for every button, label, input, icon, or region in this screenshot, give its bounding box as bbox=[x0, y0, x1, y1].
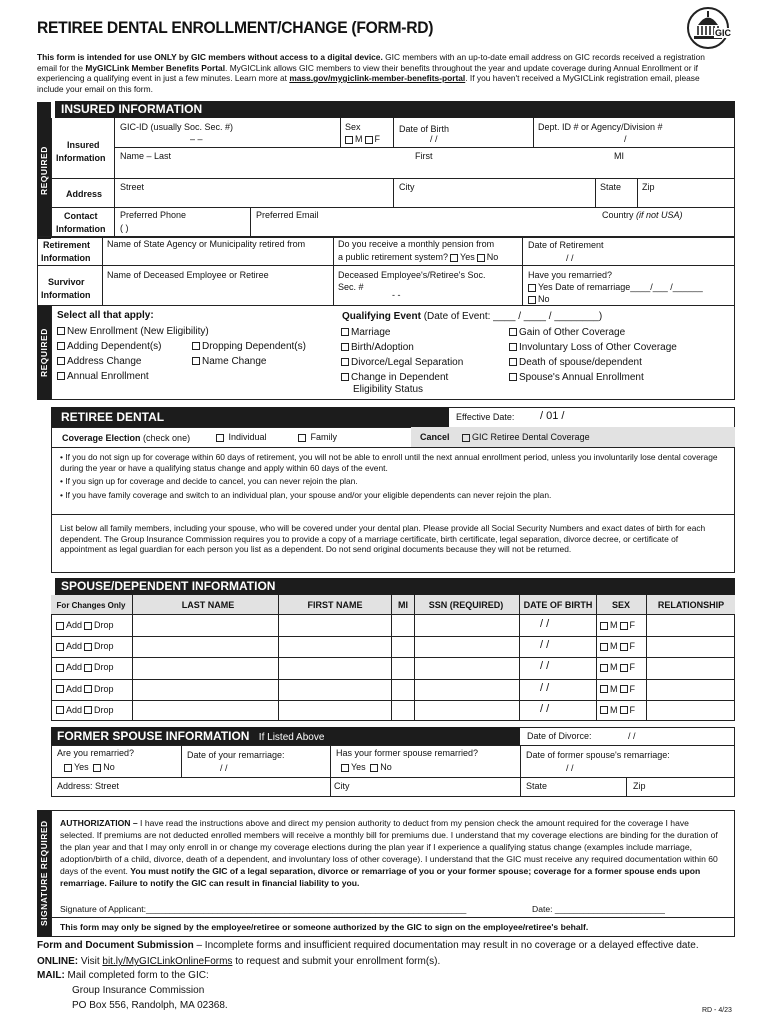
former2-no-label: No bbox=[380, 762, 392, 772]
pension-no-label: No bbox=[486, 252, 499, 262]
divider bbox=[51, 745, 735, 746]
sex-options bbox=[598, 705, 635, 715]
remarried-no-checkbox[interactable] bbox=[528, 296, 536, 304]
pension-yes-label: Yes bbox=[460, 252, 475, 262]
event-label: Birth/Adoption bbox=[351, 342, 414, 353]
survivor-label: Survivor bbox=[48, 277, 85, 287]
col-sex: SEX bbox=[611, 600, 630, 610]
family-option[interactable] bbox=[296, 432, 337, 442]
gic-logo-text: GIC bbox=[715, 28, 732, 38]
deceased-dash: - - bbox=[392, 290, 401, 300]
event-label: Change in Dependent bbox=[351, 372, 449, 383]
sex-m-checkbox[interactable] bbox=[600, 643, 608, 651]
mail-line bbox=[37, 970, 209, 981]
divider bbox=[626, 777, 627, 797]
former-yes-label: Yes bbox=[74, 762, 89, 772]
pension-no-checkbox[interactable] bbox=[477, 254, 485, 262]
table-row bbox=[54, 641, 114, 651]
former-state-label: State bbox=[526, 781, 548, 791]
family-note: List below all family members, including your spouse, who will be covered under your dental plan. Please provide all Social Security Numbers and exact dates of birth for each dependent. The Group Insurance Commission requires you to provide a copy of a marriage certificate, birth certificate, legal separation, divorce decree, or certificate of appointment as legal guardian for each person you list as a dependent. Do not send original documents because they will not be returned. bbox=[60, 523, 706, 554]
date-divorce-label: Date of Divorce: bbox=[527, 731, 592, 741]
online-bold: ONLINE: bbox=[37, 956, 79, 967]
date-retirement-label: Date of Retirement bbox=[528, 240, 604, 250]
intro-text bbox=[37, 52, 727, 94]
mail-text: Mail completed form to the GIC: bbox=[64, 970, 209, 981]
divider bbox=[102, 236, 103, 306]
event-label: Death of spouse/dependent bbox=[519, 357, 642, 368]
checkbox[interactable] bbox=[509, 373, 517, 381]
divider bbox=[330, 745, 331, 797]
coverage-election bbox=[62, 433, 190, 443]
add-checkbox[interactable] bbox=[56, 643, 64, 651]
event-label: Marriage bbox=[351, 327, 391, 338]
intro-bold-2: MyGICLink Member Benefits Portal bbox=[85, 62, 226, 73]
divider bbox=[522, 236, 523, 306]
divider bbox=[520, 745, 521, 797]
checkbox[interactable] bbox=[57, 372, 65, 380]
table-row-divider bbox=[51, 700, 735, 701]
table-row bbox=[54, 684, 114, 694]
drop-label: Drop bbox=[94, 662, 114, 673]
sex-f-label: F bbox=[629, 683, 635, 694]
qual-eligibility-status: Eligibility Status bbox=[353, 384, 424, 395]
online-text: Visit bbox=[78, 956, 103, 967]
name-last-label: Name – Last bbox=[120, 151, 172, 161]
event-label: New Enrollment (New Eligibility) bbox=[67, 326, 209, 337]
cancel-row bbox=[420, 432, 590, 442]
drop-checkbox[interactable] bbox=[84, 685, 92, 693]
event-label: Adding Dependent(s) bbox=[67, 341, 162, 352]
former-remarriage-date-label: Date of former spouse's remarriage: bbox=[526, 750, 670, 760]
divider bbox=[37, 265, 735, 266]
remarriage-date-slashes: / / bbox=[220, 763, 228, 773]
qual-birth-adoption[interactable] bbox=[339, 340, 463, 355]
intro-text-3: . If you haven't received a MyGICLink registration email, please include your email on this form. bbox=[37, 73, 700, 94]
mail-bold: MAIL: bbox=[37, 970, 65, 981]
pension-yes-checkbox[interactable] bbox=[450, 254, 458, 262]
sex-f-label: F bbox=[629, 704, 635, 715]
checkbox[interactable] bbox=[298, 434, 306, 442]
cancel-label: Cancel bbox=[420, 432, 450, 442]
insured-info-label: Information bbox=[56, 153, 106, 163]
city-label: City bbox=[399, 182, 415, 192]
table-row bbox=[54, 705, 114, 715]
sex-f-checkbox[interactable] bbox=[620, 664, 628, 672]
col-relationship: RELATIONSHIP bbox=[657, 600, 725, 610]
country-note: (if not USA) bbox=[636, 210, 683, 220]
agency-retired-label: Name of State Agency or Municipality retired from bbox=[107, 239, 306, 249]
drop-checkbox[interactable] bbox=[84, 706, 92, 714]
event-label: Dropping Dependent(s) bbox=[202, 341, 306, 352]
checkbox[interactable] bbox=[341, 343, 349, 351]
event-list-middle bbox=[190, 339, 306, 369]
remarriage-date-label: Date of your remarriage: bbox=[187, 750, 285, 760]
check-one-label: (check one) bbox=[143, 433, 191, 443]
add-label: Add bbox=[66, 620, 83, 630]
former2-yes-checkbox[interactable] bbox=[341, 764, 349, 772]
remarried-question: Have you remarried? bbox=[528, 270, 613, 280]
dob-slashes: / / bbox=[540, 702, 550, 715]
event-label: Gain of Other Coverage bbox=[519, 327, 626, 338]
state-label: State bbox=[600, 182, 622, 192]
checkbox[interactable] bbox=[509, 358, 517, 366]
qualifying-title: Qualifying Event bbox=[342, 311, 421, 322]
former-yes-checkbox[interactable] bbox=[64, 764, 72, 772]
add-checkbox[interactable] bbox=[56, 706, 64, 714]
divider bbox=[51, 917, 735, 918]
sex-options bbox=[598, 620, 635, 630]
select-all-label: Select all that apply: bbox=[57, 310, 154, 321]
phone-paren: ( ) bbox=[120, 223, 129, 233]
gic-id-dash: – – bbox=[190, 134, 203, 144]
gic-id-label: GIC-ID (usually Soc. Sec. #) bbox=[120, 122, 234, 132]
dob-slashes: / / bbox=[540, 660, 550, 673]
submission-bold: Form and Document Submission bbox=[37, 940, 194, 951]
event-dropping-dependent[interactable] bbox=[190, 339, 306, 354]
contact-info-label: Information bbox=[56, 224, 106, 234]
gic-logo bbox=[686, 6, 730, 50]
checkbox[interactable] bbox=[509, 328, 517, 336]
remarried-q-label: Are you remarried? bbox=[57, 748, 135, 758]
checkbox[interactable] bbox=[341, 373, 349, 381]
submission-note bbox=[37, 940, 737, 951]
signature-line[interactable]: Signature of Applicant:___________________________________________________________________ bbox=[60, 904, 467, 914]
dental-bullets bbox=[60, 452, 720, 500]
bullet-text: If you do not sign up for coverage within 60 days of retirement, you will not be able to enroll until the next annual enrollment period, unless you involuntarily lose dental coverage during the year or have a qualifying status change and apply within 60 days of the event. bbox=[60, 452, 718, 473]
sex-m-checkbox[interactable] bbox=[600, 706, 608, 714]
sex-m-label: M bbox=[610, 662, 618, 673]
event-adding-dependent[interactable] bbox=[55, 339, 209, 354]
divider bbox=[181, 745, 182, 777]
former-remarried-options bbox=[339, 762, 392, 772]
address-label: Address bbox=[66, 189, 103, 199]
checkbox[interactable] bbox=[57, 342, 65, 350]
sex-f-label: F bbox=[629, 641, 635, 652]
dependent-section-header: SPOUSE/DEPENDENT INFORMATION bbox=[55, 578, 735, 595]
email-label: Preferred Email bbox=[256, 210, 319, 220]
drop-label: Drop bbox=[94, 620, 114, 630]
qualifying-list-right bbox=[507, 325, 677, 385]
phone-label: Preferred Phone bbox=[120, 210, 187, 220]
col-first-name: FIRST NAME bbox=[307, 600, 363, 610]
remarried-yes-label: Yes Date of remarriage____/___ /______ bbox=[538, 282, 703, 292]
sex-m-checkbox[interactable] bbox=[600, 622, 608, 630]
col-mi: MI bbox=[398, 600, 408, 610]
former2-yes-label: Yes bbox=[351, 762, 366, 772]
sex-m-label: M bbox=[610, 620, 618, 630]
sex-m-label: M bbox=[610, 641, 618, 652]
mail-address-1: Group Insurance Commission bbox=[72, 985, 205, 996]
sex-options bbox=[343, 134, 380, 144]
drop-label: Drop bbox=[94, 641, 114, 652]
qualifying-event-header bbox=[342, 311, 602, 322]
divider bbox=[51, 447, 735, 448]
sex-m-label: M bbox=[610, 683, 618, 694]
col-last-name: LAST NAME bbox=[181, 600, 235, 610]
event-label: Name Change bbox=[202, 356, 267, 367]
drop-checkbox[interactable] bbox=[84, 622, 92, 630]
sex-f-checkbox[interactable] bbox=[365, 136, 373, 144]
drop-checkbox[interactable] bbox=[84, 643, 92, 651]
sex-f-checkbox[interactable] bbox=[620, 643, 628, 651]
qual-marriage[interactable] bbox=[339, 325, 463, 340]
former-remarriage-slashes: / / bbox=[566, 763, 574, 773]
sex-f-checkbox[interactable] bbox=[620, 622, 628, 630]
checkbox[interactable] bbox=[341, 328, 349, 336]
add-checkbox[interactable] bbox=[56, 622, 64, 630]
table-row-divider bbox=[51, 679, 735, 680]
dental-section-header: RETIREE DENTAL bbox=[51, 407, 449, 427]
add-label: Add bbox=[66, 662, 83, 673]
event-name-change[interactable] bbox=[190, 354, 306, 369]
event-label: Spouse's Annual Enrollment bbox=[519, 372, 644, 383]
pension-question-2 bbox=[338, 252, 498, 262]
sex-f-label: F bbox=[629, 620, 635, 630]
required-tab-insured: REQUIRED bbox=[37, 102, 51, 239]
divider bbox=[393, 118, 394, 147]
intro-bold-1: This form is intended for use ONLY by GIC members without access to a digital device. bbox=[37, 52, 383, 62]
dob-slashes: / / bbox=[540, 618, 550, 630]
dob-slashes: / / bbox=[540, 639, 550, 652]
remarried-yes-row bbox=[526, 282, 703, 292]
add-label: Add bbox=[66, 683, 83, 694]
dob-slashes: / / bbox=[540, 681, 550, 694]
sex-m-checkbox[interactable] bbox=[600, 685, 608, 693]
bullet-text: If you sign up for coverage and decide to cancel, you can never rejoin the plan. bbox=[65, 476, 358, 486]
event-label: Involuntary Loss of Other Coverage bbox=[519, 342, 677, 353]
sex-m-label: M bbox=[610, 704, 618, 715]
zip-label: Zip bbox=[642, 182, 655, 192]
former-no-checkbox[interactable] bbox=[93, 764, 101, 772]
remarried-no-label: No bbox=[538, 294, 550, 304]
sex-options bbox=[598, 684, 635, 694]
sex-m-checkbox[interactable] bbox=[600, 664, 608, 672]
sex-f-checkbox[interactable] bbox=[620, 706, 628, 714]
qual-spouse-enrollment[interactable] bbox=[507, 370, 677, 385]
bullet: • If you sign up for coverage and decide to cancel, you can never rejoin the plan. bbox=[60, 476, 358, 486]
qual-divorce[interactable] bbox=[339, 355, 463, 370]
mail-address-2: PO Box 556, Randolph, MA 02368. bbox=[72, 1000, 228, 1011]
if-listed-above: If Listed Above bbox=[258, 732, 325, 743]
event-address-change[interactable] bbox=[55, 354, 209, 369]
remarried-options bbox=[62, 762, 115, 772]
event-label: Annual Enrollment bbox=[67, 371, 149, 382]
former-remarried-label: Has your former spouse remarried? bbox=[336, 748, 479, 758]
qual-gain-coverage[interactable] bbox=[507, 325, 677, 340]
dob-label: Date of Birth bbox=[399, 124, 450, 134]
former-city-label: City bbox=[334, 781, 350, 791]
table-row bbox=[54, 662, 114, 672]
checkbox[interactable] bbox=[192, 357, 200, 365]
former2-no-checkbox[interactable] bbox=[370, 764, 378, 772]
authorization-bold: You must notify the GIC of a legal separation, divorce or remarriage of you or your former spouse; coverage for a former spouse ends upon remarriage. Failure to notify the GIC can result in financial liability to you. bbox=[60, 866, 701, 888]
form-code: RD - 4/23 bbox=[702, 1007, 732, 1014]
deceased-soc-label: Deceased Employee's/Retiree's Soc. bbox=[338, 270, 486, 280]
divider bbox=[340, 118, 341, 147]
qualifying-date: (Date of Event: ____ / ____ / ________) bbox=[423, 311, 603, 322]
retirement-info-label: Information bbox=[41, 253, 91, 263]
deceased-soc-2: Sec. # bbox=[338, 282, 364, 292]
sex-f-checkbox[interactable] bbox=[620, 685, 628, 693]
first-name-label: First bbox=[415, 151, 433, 161]
cancel-option-label: GIC Retiree Dental Coverage bbox=[472, 432, 590, 442]
country-text: Country bbox=[602, 210, 634, 220]
submission-text: – Incomplete forms and insufficient required documentation may result in no coverage or a delayed effective date. bbox=[193, 940, 699, 951]
online-link[interactable]: bit.ly/MyGICLinkOnlineForms bbox=[102, 956, 233, 967]
col-changes: For Changes Only bbox=[56, 601, 126, 610]
retirement-label: Retirement bbox=[43, 240, 91, 250]
contact-label: Contact bbox=[64, 211, 98, 221]
portal-link[interactable]: mass.gov/mygiclink-member-benefits-portal bbox=[289, 73, 466, 83]
divider bbox=[637, 178, 638, 207]
sex-options bbox=[598, 641, 635, 651]
remarried-yes-checkbox[interactable] bbox=[528, 284, 536, 292]
dept-id-slash: / bbox=[624, 134, 627, 144]
sex-m-checkbox[interactable] bbox=[345, 136, 353, 144]
signature-required-tab: SIGNATURE REQUIRED bbox=[37, 810, 51, 937]
remarried-no-row bbox=[526, 294, 550, 304]
checkbox[interactable] bbox=[57, 327, 65, 335]
table-row-divider bbox=[51, 657, 735, 658]
drop-checkbox[interactable] bbox=[84, 664, 92, 672]
event-list-left bbox=[55, 324, 209, 384]
event-new-enrollment[interactable] bbox=[55, 324, 209, 339]
checkbox[interactable] bbox=[509, 343, 517, 351]
sex-label: Sex bbox=[345, 122, 361, 132]
add-checkbox[interactable] bbox=[56, 685, 64, 693]
divider bbox=[51, 777, 735, 778]
effective-date-label: Effective Date: bbox=[456, 412, 515, 422]
divider bbox=[250, 207, 251, 238]
divider bbox=[533, 118, 534, 147]
former-spouse-header bbox=[51, 727, 520, 745]
qualifying-list-left bbox=[339, 325, 463, 397]
authorization-body: I have read the instructions above and direct my pension authority to deduct from my pension check the amount required for the coverage I have selected. If premiums are not deducted enrolled members will receive a monthly bill for premiums due. I understand that my coverage elections are binding for the duration of the plan year and that I may only enroll in or change my coverage elections during the plan year if I experience a qualifying status change (examples include marriage, adoption/birth of a child, divorce, death of a dependent, and involuntary loss of other coverage). I understand that the GIC must receive any required documentation within 60 days of the event. bbox=[60, 818, 718, 876]
divider bbox=[595, 178, 596, 207]
street-label: Street bbox=[120, 182, 145, 192]
sex-f-label: F bbox=[374, 134, 380, 144]
online-text-2: to request and submit your enrollment form(s). bbox=[232, 956, 441, 967]
required-tab-events: REQUIRED bbox=[37, 306, 51, 400]
divider bbox=[333, 236, 334, 306]
bullet: • If you do not sign up for coverage within 60 days of retirement, you will not be able to enroll until the next annual enrollment period, unless you involuntarily lose dental coverage during the year or have a qualifying status change and apply within 60 days of the event. bbox=[60, 452, 718, 473]
intro-text-2: . MyGICLink allows GIC members to view their benefits throughout the year and update coverage during Annual Enrollment or if experiencing a qualifying event in just a few minutes. Learn more at bbox=[37, 62, 699, 83]
date-retirement-slashes: / / bbox=[566, 253, 574, 263]
table-row bbox=[54, 620, 114, 630]
event-label: Address Change bbox=[67, 356, 142, 367]
divider bbox=[114, 147, 735, 148]
authorization-text bbox=[60, 817, 725, 889]
insured-label: Insured bbox=[67, 140, 100, 150]
effective-date-value: / 01 / bbox=[540, 410, 565, 422]
survivor-info-label: Information bbox=[41, 290, 91, 300]
sex-f-label: F bbox=[629, 662, 635, 673]
col-dob: DATE OF BIRTH bbox=[523, 600, 593, 610]
divider bbox=[393, 178, 394, 207]
country-label bbox=[602, 210, 683, 220]
online-line bbox=[37, 956, 440, 967]
coverage-election-label: Coverage Election bbox=[62, 433, 141, 443]
qual-loss-coverage[interactable] bbox=[507, 340, 677, 355]
divider bbox=[51, 514, 735, 515]
insured-section-header: INSURED INFORMATION bbox=[55, 101, 735, 118]
former-address-label: Address: Street bbox=[57, 781, 120, 791]
add-checkbox[interactable] bbox=[56, 664, 64, 672]
add-label: Add bbox=[66, 704, 83, 715]
qual-death[interactable] bbox=[507, 355, 677, 370]
event-label: Divorce/Legal Separation bbox=[351, 357, 464, 368]
authorization-footer-note: This form may only be signed by the employee/retiree or someone authorized by the GIC to sign on the employee/retiree's behalf. bbox=[60, 922, 589, 932]
checkbox[interactable] bbox=[341, 358, 349, 366]
checkbox[interactable] bbox=[192, 342, 200, 350]
dob-slashes: / / bbox=[430, 134, 438, 144]
mi-label: MI bbox=[614, 151, 624, 161]
drop-label: Drop bbox=[94, 704, 114, 715]
bullet: • If you have family coverage and switch to an individual plan, your spouse and/or your eligible dependents can never rejoin the plan. bbox=[60, 489, 552, 500]
signature-date[interactable]: Date: _______________________ bbox=[532, 904, 665, 914]
add-label: Add bbox=[66, 641, 83, 652]
former-no-label: No bbox=[103, 762, 115, 772]
cancel-checkbox[interactable] bbox=[462, 434, 470, 442]
dept-id-label: Dept. ID # or Agency/Division # bbox=[538, 122, 663, 132]
deceased-name-label: Name of Deceased Employee or Retiree bbox=[107, 270, 269, 280]
former-zip-label: Zip bbox=[633, 781, 646, 791]
pension-question: Do you receive a monthly pension from bbox=[338, 239, 495, 249]
sex-options bbox=[598, 662, 635, 672]
checkbox[interactable] bbox=[216, 434, 224, 442]
date-divorce-slashes: / / bbox=[628, 731, 636, 741]
form-title: RETIREE DENTAL ENROLLMENT/CHANGE (FORM-RD) bbox=[37, 18, 434, 37]
checkbox[interactable] bbox=[57, 357, 65, 365]
authorization-title: AUTHORIZATION – bbox=[60, 818, 138, 828]
drop-label: Drop bbox=[94, 683, 114, 694]
event-annual-enrollment[interactable] bbox=[55, 369, 209, 384]
bullet-text: If you have family coverage and switch to an individual plan, your spouse and/or your eligible dependents can never rejoin the plan. bbox=[65, 489, 552, 500]
individual-option[interactable] bbox=[214, 432, 267, 442]
individual-label: Individual bbox=[228, 432, 267, 442]
col-ssn: SSN (REQUIRED) bbox=[428, 600, 504, 610]
divider bbox=[51, 207, 735, 208]
intro-text-1: GIC members with an up-to-date email address on GIC records received a registration email for the bbox=[37, 52, 705, 73]
family-label: Family bbox=[310, 432, 338, 442]
sex-m-label: M bbox=[355, 134, 363, 144]
pension-q2-text: a public retirement system? bbox=[338, 252, 449, 262]
former-spouse-title: FORMER SPOUSE INFORMATION bbox=[57, 729, 250, 743]
table-row-divider bbox=[51, 636, 735, 637]
